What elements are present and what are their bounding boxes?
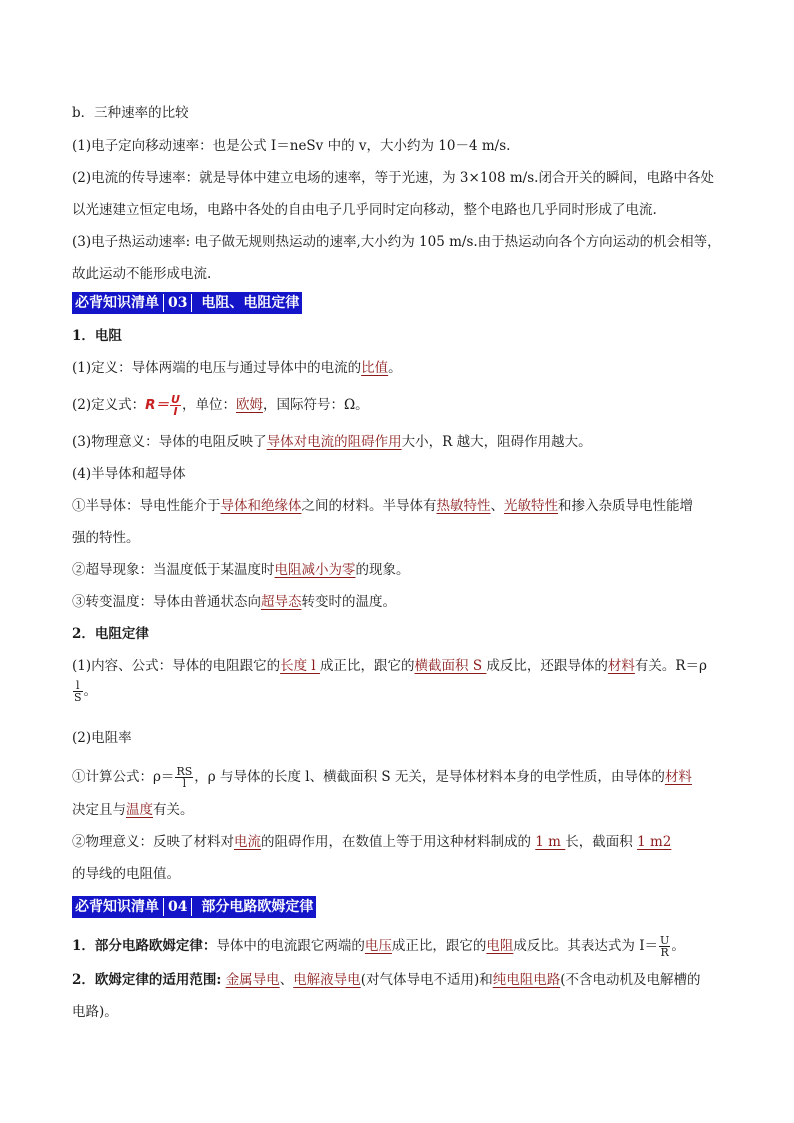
resistance-formula: (2)定义式：R＝ $\frac{U}{I}$ ，单位：欧姆，国际符号：Ω。	[72, 392, 369, 418]
header-title: 部分电路欧姆定律	[201, 899, 314, 915]
ohm-law-scope-cont: 电路)。	[72, 1004, 118, 1020]
resistivity-formula-cont: 决定且与温度有关。	[72, 802, 194, 818]
header-title: 电阻、电阻定律	[201, 295, 300, 311]
resistance-law-fraction: $\frac{l}{S}$ 。	[74, 679, 98, 704]
resistance-physical-meaning: (3)物理意义：导体的电阻反映了导体对电流的阻碍作用大小，R 越大，阻碍作用越大。	[72, 434, 592, 450]
header-number: 03	[168, 295, 188, 311]
paragraph-thermal-speed-cont: 故此运动不能形成电流.	[72, 266, 212, 282]
superconductivity-text: ②超导现象：当温度低于某温度时电阻减小为零的现象。	[72, 562, 410, 578]
heading-resistance: 1．电阻	[72, 328, 122, 344]
semiconductor-text-cont: 强的特性。	[72, 530, 140, 546]
semiconductor-title: (4)半导体和超导体	[72, 466, 186, 482]
resistivity-physical-meaning-cont: 的导线的电阻值。	[72, 866, 180, 882]
paragraph-conduction-speed: (2)电流的传导速率：就是导体中建立电场的速率，等于光速，为 3×108 m/s.闭合开关的瞬间，电路中各处	[72, 170, 714, 186]
header-label: 必背知识清单	[75, 899, 159, 915]
semiconductor-text: ①半导体：导电性能介于导体和绝缘体之间的材料。半导体有热敏特性、光敏特性和掺入杂质导电性能增	[72, 498, 693, 514]
resistance-definition: (1)定义：导体两端的电压与通过导体中的电流的比值。	[72, 360, 402, 376]
ohm-law-scope: 2．欧姆定律的适用范围: 金属导电、电解液导电(对气体导电不适用)和纯电阻电路(不含电动机及电解槽的	[72, 972, 701, 988]
transition-temperature-text: ③转变温度：导体由普通状态向超导态转变时的温度。	[72, 594, 396, 610]
paragraph-conduction-speed-cont: 以光速建立恒定电场，电路中各处的自由电子几乎同时定向移动，整个电路也几乎同时形成了电流.	[72, 202, 657, 218]
resistivity-physical-meaning: ②物理意义：反映了材料对电流的阻碍作用，在数值上等于用这种材料制成的 1 m 长，截面积 1 m2	[72, 834, 672, 850]
section-header-04	[72, 896, 316, 918]
resistivity-formula: ①计算公式：ρ＝ $\frac{RS}{l}$ ，ρ 与导体的长度 l、横截面积 S 无关，是导体材料本身的电学性质，由导体的材料	[72, 765, 692, 790]
resistance-law-content: (1)内容、公式：导体的电阻跟它的长度 l 成正比，跟它的横截面积 S 成反比，还跟导体的材料有关。R＝ρ	[72, 658, 707, 674]
section-b-title: b．三种速率的比较	[72, 105, 189, 121]
paragraph-thermal-speed: (3)电子热运动速率: 电子做无规则热运动的速率,大小约为 105 m/s.由于热运动向各个方向运动的机会相等，	[72, 234, 721, 250]
header-label: 必背知识清单	[75, 295, 159, 311]
section-header-03	[72, 292, 302, 314]
header-number: 04	[168, 899, 188, 915]
formula-r-eq-u-over-i: R＝ $\frac{U}{I}$	[145, 392, 180, 418]
paragraph-drift-speed: (1)电子定向移动速率：也是公式 I＝neSv 中的 v，大小约为 10－4 m/s.	[72, 138, 511, 154]
heading-resistance-law: 2．电阻定律	[72, 626, 149, 642]
ohm-law-statement: 1．部分电路欧姆定律：导体中的电流跟它两端的电压成正比，跟它的电阻成反比。其表达式为 I＝ $\frac{U}{R}$ 。	[72, 934, 685, 959]
resistivity-title: (2)电阻率	[72, 730, 132, 746]
